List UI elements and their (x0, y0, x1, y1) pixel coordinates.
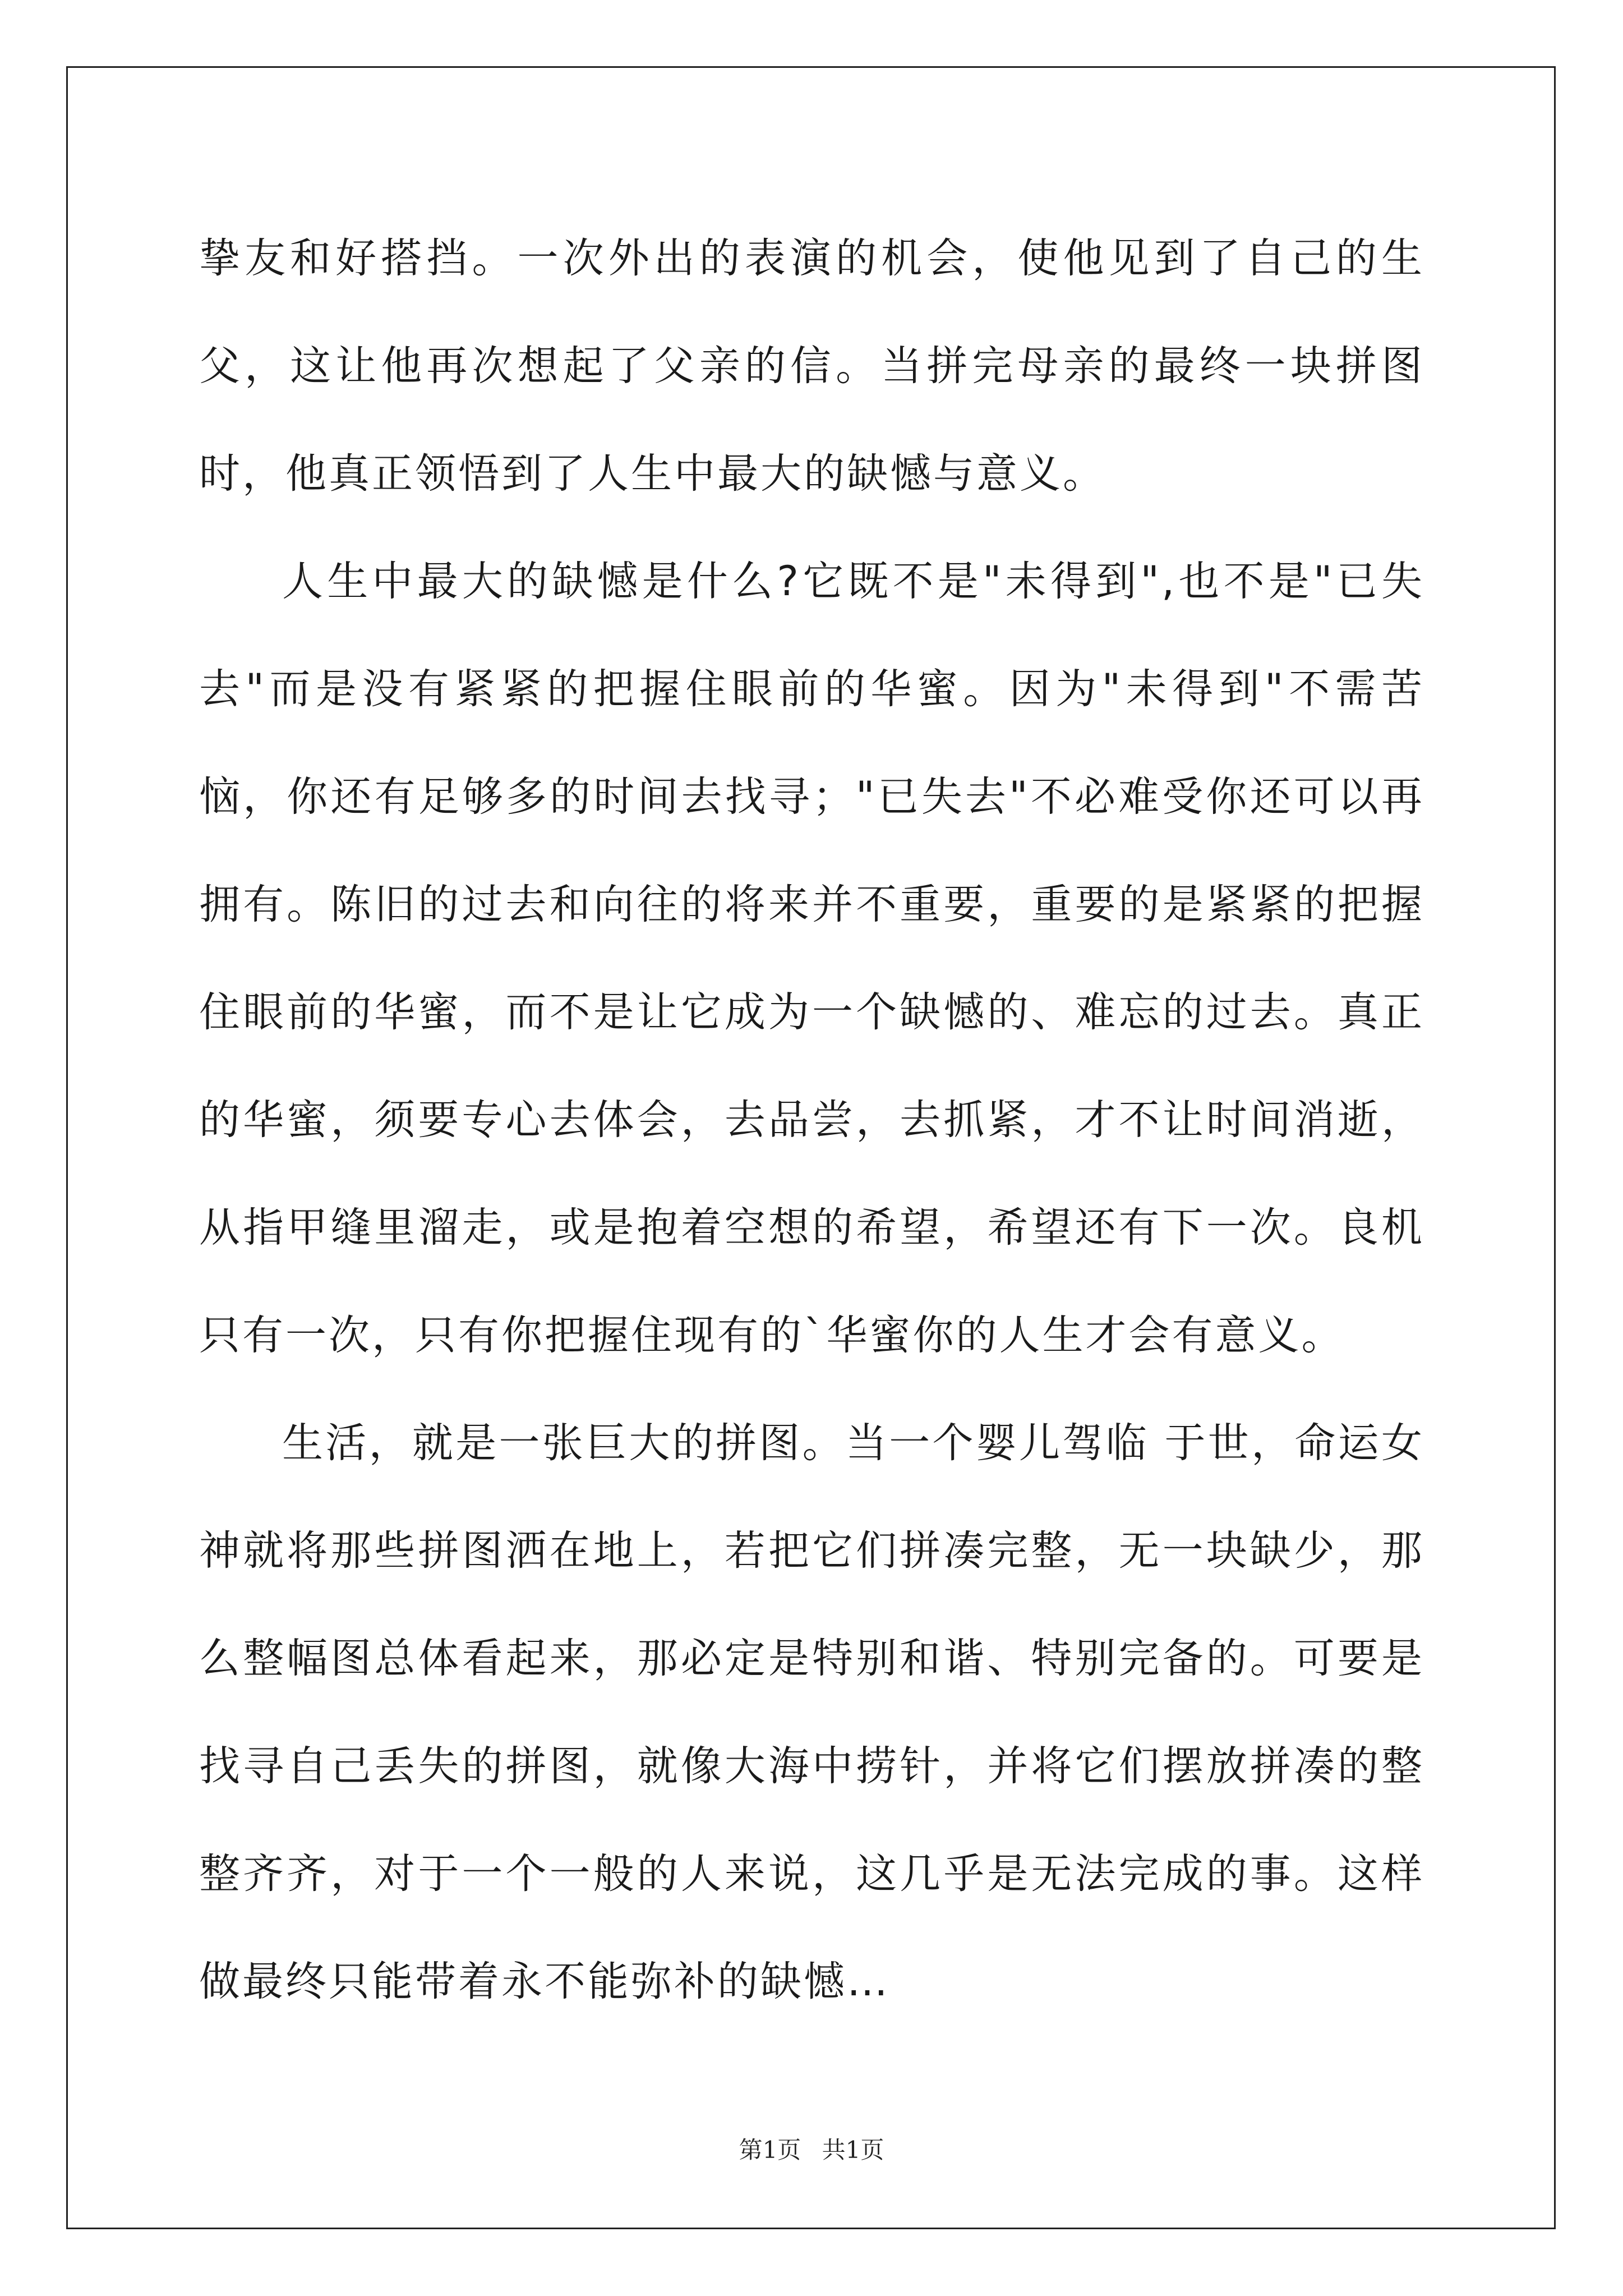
paragraph-1: 挚友和好搭挡。一次外出的表演的机会，使他见到了自己的生父，这让他再次想起了父亲的信。当拼完母亲的最终一块拼图时，他真正领悟到了人生中最大的缺憾与意义。 (199, 234, 1424, 498)
document-body (199, 205, 1424, 2036)
page-footer (0, 2132, 1623, 2165)
page-number: 第1页 (739, 2136, 801, 2164)
page-total: 共1页 (822, 2136, 884, 2164)
paragraph-2: 人生中最大的缺憾是什么?它既不是"未得到",也不是"已失去"而是没有紧紧的把握住眼前的华蜜。因为"未得到"不需苦恼，你还有足够多的时间去找寻；"已失去"不必难受你还可以再拥有。陈旧的过去和向往的将来并不重要，重要的是紧紧的把握住眼前的华蜜，而不是让它成为一个缺憾的、难忘的过去。真正的华蜜，须要专心去体会，去品尝，去抓紧，才不让时间消逝，从指甲缝里溜走，或是抱着空想的希望，希望还有下一次。良机只有一次，只有你把握住现有的`华蜜你的人生才会有意义。 (199, 558, 1424, 1359)
paragraph-3: 生活，就是一张巨大的拼图。当一个婴儿驾临 于世，命运女神就将那些拼图洒在地上，若把它们拼凑完整，无一块缺少，那么整幅图总体看起来，那必定是特别和谐、特别完备的。可要是找寻自己丢失的拼图，就像大海中捞针，并将它们摆放拼凑的整整齐齐，对于一个一般的人来说，这几乎是无法完成的事。这样做最终只能带着永不能弥补的缺憾… (199, 1419, 1424, 2005)
